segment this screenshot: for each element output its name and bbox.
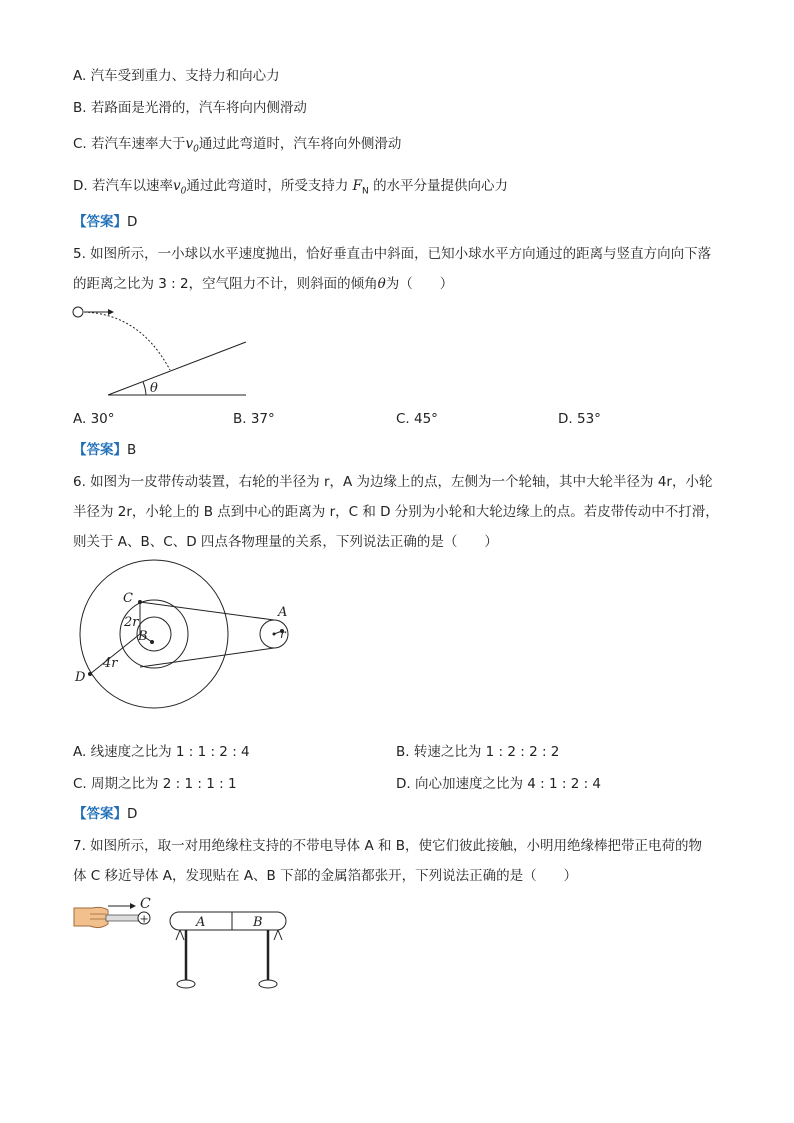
foil-a-left — [176, 930, 180, 940]
q7-stem-line1: 7. 如图所示，取一对用绝缘柱支持的不带电导体 A 和 B，使它们彼此接触，小明用绝缘棒把带正电荷的物 — [73, 838, 703, 854]
q6-belt-drive-figure — [70, 574, 310, 694]
theta-label: θ — [150, 381, 158, 396]
q4-option-d-post: 的水平分量提供向心力 — [373, 178, 509, 194]
foil-b-left — [274, 930, 278, 940]
q4-option-c — [73, 134, 401, 160]
large-wheel — [80, 560, 228, 708]
belt-lower — [140, 648, 274, 667]
label-d: D — [75, 670, 86, 685]
plus-sign: + — [139, 912, 149, 926]
v0-symbol: v — [185, 136, 194, 152]
insulating-rod — [106, 915, 140, 921]
fn-symbol: F — [352, 178, 363, 194]
conductor-ab — [170, 912, 286, 930]
q5-option-b: B. 37° — [233, 411, 275, 427]
q4-option-d — [73, 176, 508, 202]
fn-subscript: N — [362, 186, 369, 197]
v0-subscript: 0 — [193, 144, 199, 155]
q7-stem-line2: 体 C 移近导体 A，发现贴在 A、B 下部的金属箔都张开，下列说法正确的是（ ） — [73, 868, 578, 884]
q6-answer-label: 【答案】 — [73, 806, 127, 822]
q4-option-d-pre: D. 若汽车以速率 — [73, 178, 173, 194]
label-4r: 4r — [103, 656, 118, 671]
v0-symbol-d: v — [172, 178, 181, 194]
label-b: B — [138, 629, 148, 644]
q6-stem-line1: 6. 如图为一皮带传动装置，右轮的半径为 r，A 为边缘上的点，左侧为一个轮轴，其中大轮半径为 4r，小轮 — [73, 474, 713, 490]
q4-option-a: A. 汽车受到重力、支持力和向心力 — [73, 68, 280, 84]
q5-stem-line2 — [73, 274, 453, 294]
q6-answer — [73, 804, 137, 824]
label-2r: 2r — [124, 615, 139, 630]
q5-stem-line2-pre: 的距离之比为 3 : 2，空气阻力不计，则斜面的倾角 — [73, 276, 378, 292]
q4-answer-label: 【答案】 — [73, 214, 127, 230]
q6-option-a: A. 线速度之比为 1 : 1 : 2 : 4 — [73, 744, 250, 760]
q4-option-c-post: 通过此弯道时，汽车将向外侧滑动 — [198, 136, 402, 152]
q6-stem-line3: 则关于 A、B、C、D 四点各物理量的关系，下列说法正确的是（ ） — [73, 534, 498, 550]
angle-arc — [143, 382, 146, 395]
foil-a-right — [180, 930, 184, 940]
q6-option-c: C. 周期之比为 2 : 1 : 1 : 1 — [73, 776, 237, 792]
q7-conductor-figure — [72, 896, 312, 996]
small-wheel — [120, 600, 188, 668]
label-a: A — [278, 605, 288, 620]
q4-option-d-mid: 通过此弯道时，所受支持力 — [186, 178, 349, 194]
label-a: A — [196, 915, 206, 930]
label-r: r — [280, 627, 286, 641]
incline-surface — [108, 342, 246, 395]
q6-answer-value: D — [127, 806, 138, 822]
q5-stem-line2-post: 为（ ） — [385, 276, 454, 292]
q6-option-b: B. 转速之比为 1 : 2 : 2 : 2 — [396, 744, 560, 760]
point-d — [88, 672, 92, 676]
label-c: C — [123, 591, 133, 606]
velocity-arrowhead — [108, 309, 114, 315]
motion-arrowhead — [130, 903, 136, 909]
foil-b-right — [278, 930, 282, 940]
q5-answer-label: 【答案】 — [73, 442, 127, 458]
q5-option-d: D. 53° — [558, 411, 601, 427]
point-c — [138, 600, 142, 604]
q6-option-d: D. 向心加速度之比为 4 : 1 : 2 : 4 — [396, 776, 602, 792]
q6-stem-line2: 半径为 2r，小轮上的 B 点到中心的距离为 r，C 和 D 分别为小轮和大轮边缘上的点。若皮带传动中不打滑， — [73, 504, 719, 520]
trajectory-path — [84, 312, 170, 370]
q4-option-c-pre: C. 若汽车速率大于 — [73, 136, 186, 152]
q5-incline-figure — [70, 300, 270, 400]
q4-answer-value: D — [127, 214, 138, 230]
base-b — [259, 980, 277, 988]
label-c: C — [140, 896, 151, 912]
v0-subscript-d: 0 — [180, 186, 187, 197]
label-b: B — [253, 915, 263, 930]
point-b — [150, 640, 154, 644]
q5-stem-line1: 5. 如图所示，一小球以水平速度抛出，恰好垂直击中斜面，已知小球水平方向通过的距离与竖直方向向下落 — [73, 246, 712, 262]
q5-option-a: A. 30° — [73, 411, 115, 427]
q5-answer-value: B — [127, 442, 137, 458]
belt-upper — [140, 602, 274, 620]
q5-option-c: C. 45° — [396, 411, 438, 427]
hand-icon — [74, 907, 108, 927]
ball — [73, 307, 83, 317]
right-wheel-center — [273, 633, 276, 636]
q5-theta: θ — [377, 276, 386, 292]
q5-answer — [73, 440, 136, 460]
q4-option-b: B. 若路面是光滑的，汽车将向内侧滑动 — [73, 100, 307, 116]
base-a — [177, 980, 195, 988]
q4-answer — [73, 212, 137, 232]
